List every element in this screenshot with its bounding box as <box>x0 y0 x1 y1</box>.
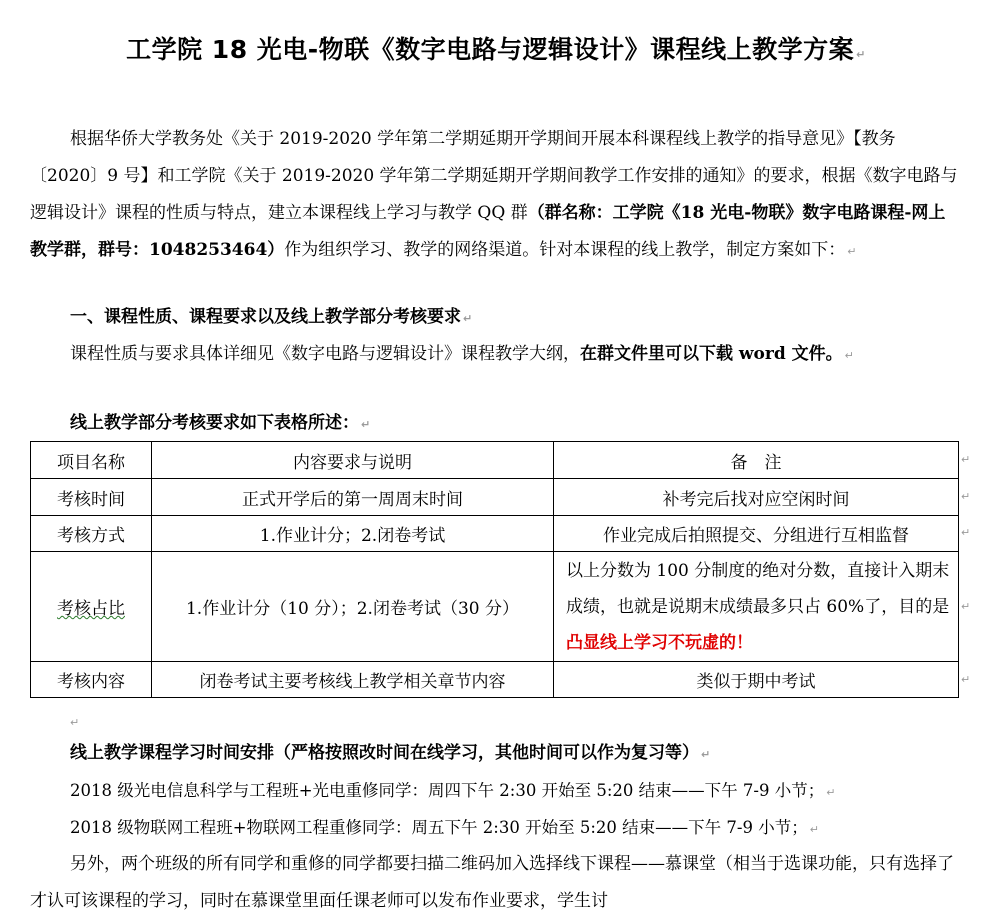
paragraph-mark-icon: ↵ <box>826 786 836 799</box>
document-title <box>0 30 992 66</box>
table-row <box>31 662 959 698</box>
table-intro <box>30 405 958 443</box>
row-name <box>31 552 152 662</box>
section1-paragraph <box>30 336 958 374</box>
row-note: 补考完后找对应空闲时间 <box>554 479 959 516</box>
row-note: 作业完成后拍照提交、分组进行互相监督 <box>554 516 959 552</box>
paragraph-mark-icon: ↵ <box>844 349 854 362</box>
row-end-mark-icon: ↵ <box>961 453 971 466</box>
row-name: 考核时间 <box>31 479 152 516</box>
row-end-mark-icon: ↵ <box>961 600 971 613</box>
section1-heading <box>30 299 958 337</box>
schedule-line-text: 2018 级光电信息科学与工程班+光电重修同学：周四下午 2:30 开始至 5:20 结束——下午 7-9 小节； <box>70 781 825 800</box>
document-title-text: 工学院 18 光电-物联《数字电路与逻辑设计》课程线上教学方案 <box>126 35 855 64</box>
header-item-name: 项目名称 <box>31 442 152 479</box>
section1-heading-text: 一、课程性质、课程要求以及线上教学部分考核要求 <box>70 307 461 327</box>
table-row <box>31 479 959 516</box>
row-end-mark-icon: ↵ <box>961 673 971 686</box>
table-header-row <box>31 442 959 479</box>
paragraph-mark-icon: ↵ <box>856 48 866 61</box>
row-content: 正式开学后的第一周周末时间 <box>152 479 554 516</box>
paragraph-mark-icon: ↵ <box>361 418 371 431</box>
assessment-table <box>30 441 959 698</box>
qq-group-info: （群名称：工学院《18 光电-物联》数字电路课程-网上教学群，群号：1048253464） <box>30 203 946 260</box>
row-content: 1.作业计分；2.闭卷考试 <box>152 516 554 552</box>
closing-text: 另外，两个班级的所有同学和重修的同学都要扫描二维码加入选择线下课程——慕课堂（相当于选课功能，只有选择了才认可该课程的学习，同时在慕课堂里面任课老师可以发布作业要求，学生讨 <box>30 854 954 911</box>
header-note: 备 注 <box>554 442 959 479</box>
row-content: 闭卷考试主要考核线上教学相关章节内容 <box>152 662 554 698</box>
schedule-line <box>30 809 958 848</box>
row-note: 类似于期中考试 <box>554 662 959 698</box>
paragraph-mark-icon: ↵ <box>847 245 857 258</box>
paragraph-mark-icon: ↵ <box>809 823 819 836</box>
schedule-line <box>30 772 958 811</box>
paragraph-mark-icon: ↵ <box>701 748 711 761</box>
row-name: 考核内容 <box>31 662 152 698</box>
section1-text: 课程性质与要求具体详细见《数字电路与逻辑设计》课程教学大纲， <box>70 344 580 364</box>
paragraph-mark-icon: ↵ <box>463 312 473 325</box>
intro-text-2: 作为组织学习、教学的网络渠道。针对本课程的线上教学，制定方案如下： <box>284 240 846 260</box>
schedule-heading <box>30 735 958 773</box>
row-note-emphasis: 凸显线上学习不玩虚的！ <box>566 632 753 653</box>
table-row <box>31 552 959 662</box>
row-note-text: 以上分数为 100 分制度的绝对分数，直接计入期末成绩，也就是说期末成绩最多只占 60%了，目的是 <box>566 560 950 617</box>
section1-bold-text: 在群文件里可以下载 word 文件。 <box>580 344 843 364</box>
table-row <box>31 516 959 552</box>
row-end-mark-icon: ↵ <box>961 490 971 503</box>
row-content: 1.作业计分（10 分）；2.闭卷考试（30 分） <box>152 552 554 662</box>
row-name-text: 考核占比 <box>57 599 125 619</box>
schedule-line-text: 2018 级物联网工程班+物联网工程重修同学：周五下午 2:30 开始至 5:20 结束——下午 7-9 小节； <box>70 818 808 837</box>
intro-paragraph <box>30 121 958 270</box>
header-content: 内容要求与说明 <box>152 442 554 479</box>
table-intro-text: 线上教学部分考核要求如下表格所述： <box>70 413 359 433</box>
row-name: 考核方式 <box>31 516 152 552</box>
schedule-heading-text: 线上教学课程学习时间安排（严格按照改时间在线学习，其他时间可以作为复习等） <box>70 743 699 763</box>
closing-paragraph <box>30 846 958 920</box>
row-end-mark-icon: ↵ <box>961 526 971 539</box>
intro-text-1: 根据华侨大学教务处《关于 2019-2020 学年第二学期延期开学期间开展本科课程线上教学的指导意见》【教务〔2020〕9 号】和工学院《关于 2019-2020 学年第二学期延期开学期间教学工作安排的通知》的要求，根据《数字电路与逻辑设计》课程的性质与特点，建立本课程线上学习与教学 QQ 群 <box>30 129 958 223</box>
row-note <box>554 552 959 662</box>
paragraph-mark-icon: ↵ <box>70 716 80 729</box>
